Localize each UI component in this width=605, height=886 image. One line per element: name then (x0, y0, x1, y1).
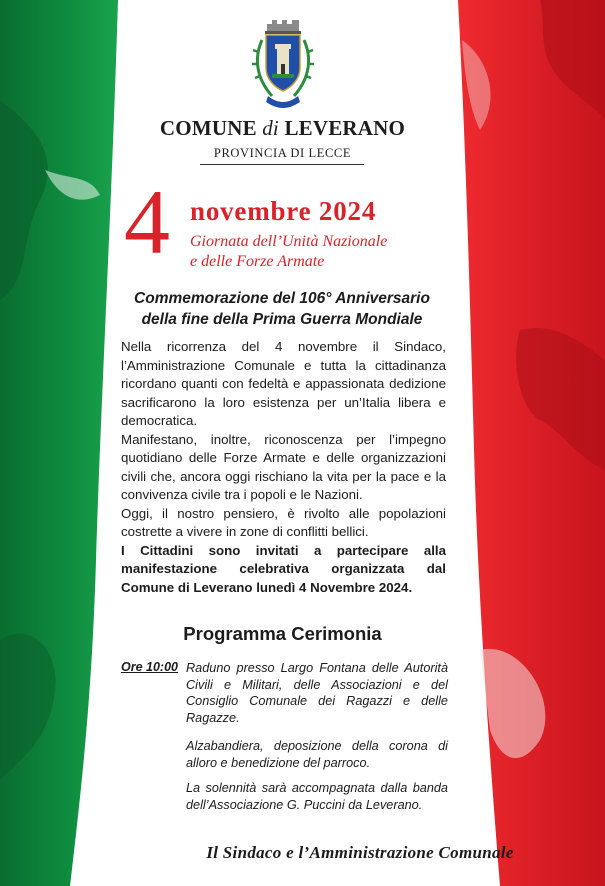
provincia-label: PROVINCIA DI LECCE (213, 146, 352, 160)
date-day: 4 (124, 171, 170, 273)
programma-event-1: Raduno presso Largo Fontana delle Autorità Civili e Militari, delle Associazioni e del Consiglio Comunale dei Ragazzi e delle Ragazze. (186, 661, 448, 725)
comune-title (0, 116, 565, 141)
body-paragraph-invitation: I Cittadini sono invitati a partecipare alla manifestazione celebrativa organizzata dal Comune di Leverano lunedì 4 Novembre 2024. (121, 542, 446, 595)
signature: Il Sindaco e l’Amministrazione Comunale (206, 843, 514, 862)
commemoration-line1: Commemorazione del 106° Anniversario (134, 290, 430, 307)
body-text (121, 338, 446, 597)
commemoration-line2: della fine della Prima Guerra Mondiale (141, 311, 423, 328)
programma-time: Ore 10:00 (121, 660, 178, 674)
date-month-year: novembre 2024 (190, 196, 377, 226)
event-subtitle (190, 232, 450, 272)
programma-event-3: La solennità sarà accompagnata dalla banda dell’Associazione G. Puccini da Leverano. (186, 781, 448, 812)
body-paragraph-3: Oggi, il nostro pensiero, è rivolto alle popolazioni costrette a vivere in zone di conflitti bellici. (121, 505, 446, 539)
programma-event-2: Alzabandiera, deposizione della corona di alloro e benedizione del parroco. (186, 739, 448, 770)
programma-title: Programma Cerimonia (183, 623, 382, 644)
commemoration-heading (112, 288, 452, 330)
comune-di: di (262, 116, 279, 140)
comune-prefix: COMUNE (159, 116, 257, 140)
event-subtitle-line2: e delle Forze Armate (190, 253, 325, 270)
municipal-coat-of-arms-icon (250, 18, 316, 110)
provincia-underline (200, 164, 364, 165)
body-paragraph-1: Nella ricorrenza del 4 novembre il Sindaco, l’Amministrazione Comunale e tutta la cittadinanza ricordano quanti con fedeltà e appassionata dedizione sacrificarono la loro esistenza per un’Italia libera e democratica. (121, 339, 446, 428)
body-paragraph-2: Manifestano, inoltre, riconoscenza per l’impegno quotidiano delle Forze Armate e delle organizzazioni civili che, ancora oggi rischiano la vita per la pace e la convivenza civile tra i popoli e le Nazioni. (121, 431, 446, 502)
event-subtitle-line1: Giornata dell’Unità Nazionale (190, 233, 388, 250)
comune-name: LEVERANO (284, 116, 406, 140)
